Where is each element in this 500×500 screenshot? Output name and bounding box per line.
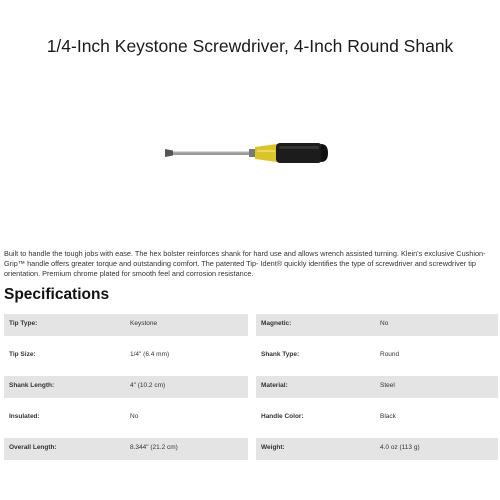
spec-cell <box>4 438 248 460</box>
screwdriver-image <box>165 138 335 168</box>
spec-label: Overall Length: <box>9 444 57 451</box>
spec-label: Insulated: <box>9 413 40 420</box>
spec-label: Shank Type: <box>261 351 300 358</box>
spec-label: Material: <box>261 382 288 389</box>
spec-row <box>4 407 498 438</box>
spec-label: Tip Type: <box>9 320 38 327</box>
spec-cell <box>4 314 248 336</box>
spec-value: 4.0 oz (113 g) <box>380 444 420 451</box>
screwdriver-tip <box>165 149 173 157</box>
spec-value: Round <box>380 351 400 358</box>
spec-value: Steel <box>380 382 395 389</box>
spec-value: 1/4" (6.4 mm) <box>130 351 170 358</box>
spec-cell <box>256 407 498 429</box>
spec-row <box>4 345 498 376</box>
spec-cell <box>256 376 498 398</box>
spec-cell <box>4 376 248 398</box>
spec-row <box>4 314 498 345</box>
spec-row <box>4 376 498 407</box>
screwdriver-handle-yellow <box>255 144 277 162</box>
spec-cell <box>256 438 498 460</box>
spec-value: Black <box>380 413 396 420</box>
spec-cell <box>4 407 248 429</box>
page-title: 1/4-Inch Keystone Screwdriver, 4-Inch Round Shank <box>46 36 454 56</box>
product-description: Built to handle the tough jobs with ease. The hex bolster reinforces shank for hard use and allows wrench assisted turning. Klein's exclusive Cushion-Grip™ handle offers greater torque and outstanding comfort. The patented Tip- Ident® quickly identifies the type of screwdriver and screwdriver tip orientation. Premium chrome plated for smooth feel and corrosion resistance. <box>4 249 486 278</box>
spec-label: Magnetic: <box>261 320 292 327</box>
spec-value: 4" (10.2 cm) <box>130 382 166 389</box>
spec-cell <box>4 345 248 367</box>
spec-row <box>4 438 498 469</box>
spec-cell <box>256 345 498 367</box>
spec-label: Handle Color: <box>261 413 304 420</box>
spec-cell <box>256 314 498 336</box>
spec-label: Shank Length: <box>9 382 55 389</box>
specifications-heading: Specifications <box>4 286 110 303</box>
spec-value: No <box>380 320 389 327</box>
spec-label: Tip Size: <box>9 351 36 358</box>
spec-label: Weight: <box>261 444 285 451</box>
spec-value: 8.344" (21.2 cm) <box>130 444 178 451</box>
spec-value: Keystone <box>130 320 158 327</box>
spec-value: No <box>130 413 139 420</box>
specifications-table <box>4 314 498 469</box>
